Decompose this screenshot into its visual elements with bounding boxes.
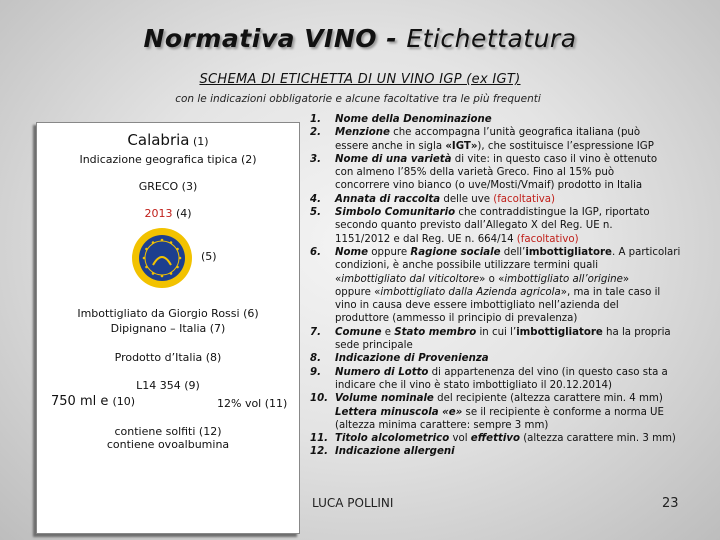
item-text: Stato membro — [394, 326, 477, 338]
item-text: se il recipiente è conforme a norma UE — [462, 406, 664, 418]
vintage-num: (4) — [175, 207, 192, 220]
item-text: oppure — [368, 246, 411, 258]
label-region — [37, 131, 299, 149]
label-allergens-2: contiene ovoalbumina — [106, 438, 230, 451]
list-item — [310, 445, 706, 458]
label-volume — [51, 394, 135, 409]
item-text: vol — [449, 433, 471, 445]
label-variety: GRECO (3) — [138, 180, 198, 193]
item-text: delle uve — [440, 193, 494, 205]
volume-num: (10) — [112, 395, 136, 408]
list-item — [310, 126, 706, 153]
item-text: ), che sostituisce l’espressione IGP — [477, 140, 654, 152]
item-text: dell’ — [500, 246, 526, 258]
item-text: Numero di Lotto — [335, 366, 429, 378]
vintage-year: 2013 — [144, 207, 173, 220]
item-text: imbottigliato dalla Azienda agricola — [380, 286, 561, 298]
item-number: 6. — [310, 246, 321, 258]
item-text: . A particolari — [611, 246, 681, 258]
label-allergens: contiene solfiti (12) — [114, 425, 222, 438]
title-rest: Etichettatura — [406, 24, 577, 53]
label-product: Prodotto d’Italia (8) — [114, 351, 222, 364]
item-text: Volume nominale — [335, 393, 434, 405]
item-text: Menzione — [335, 127, 390, 139]
item-text: » — [622, 273, 630, 285]
item-number: 11. — [310, 433, 329, 445]
item-text: Lettera minuscola «e» — [335, 406, 463, 418]
list-item — [310, 246, 706, 326]
list-item — [310, 153, 706, 193]
item-text: Ragione sociale — [410, 246, 501, 258]
item-text: imbottigliatore — [525, 246, 612, 258]
item-text: imbottigliato dal viticoltore — [341, 273, 480, 285]
item-number: 5. — [310, 207, 321, 219]
footer-author: LUCA POLLINI — [312, 496, 394, 510]
list-item — [310, 193, 706, 206]
wine-label — [36, 122, 300, 534]
item-text: 1151/2012 e dal Reg. UE n. 664/14 — [335, 233, 517, 245]
item-text: Indicazione di Provenienza — [335, 353, 489, 365]
item-text: concorrere vino bianco (o uve/Mosti/Vmaif) prodotto in Italia — [335, 180, 643, 192]
item-text: Nome della Denominazione — [335, 114, 492, 125]
legend-list — [310, 113, 706, 459]
title-main: Normativa VINO — [143, 24, 378, 53]
item-text: « — [335, 273, 342, 285]
item-text: indicare che il vino è stato imbottigliato il 20.12.2014) — [335, 379, 612, 391]
item-text: Nome — [335, 246, 369, 258]
region-name: Calabria — [127, 131, 190, 149]
item-text: Indicazione allergeni — [335, 446, 455, 458]
label-alcohol: 12% vol (11) — [217, 397, 288, 410]
item-text: e — [381, 326, 395, 338]
item-text: » o « — [479, 273, 505, 285]
label-vintage — [37, 207, 299, 220]
slide-subtitle: SCHEMA DI ETICHETTA DI UN VINO IGP (ex IGT) — [199, 72, 521, 87]
item-text: (facoltativo) — [516, 233, 579, 245]
item-text: Titolo alcolometrico — [335, 433, 450, 445]
item-text: ha la propria — [602, 326, 671, 338]
item-text: », ma in tale caso il — [560, 286, 661, 298]
item-number: 12. — [310, 446, 329, 458]
list-item — [310, 352, 706, 365]
list-item — [310, 326, 706, 353]
item-text: vino in causa deve essere imbottigliato nell’azienda del — [335, 300, 619, 312]
item-text: imbottigliato all’origine — [504, 273, 623, 285]
label-igt: Indicazione geografica tipica (2) — [79, 153, 257, 166]
item-number: 10. — [310, 393, 329, 405]
volume-text: 750 ml e — [51, 394, 109, 409]
list-item — [310, 392, 706, 432]
item-text: (altezza carattere min. 3 mm) — [519, 433, 676, 445]
list-item — [310, 206, 706, 246]
list-item — [310, 366, 706, 393]
item-text: con almeno l’85% della varietà Greco. Fino al 15% può — [335, 167, 615, 179]
slide-caption: con le indicazioni obbligatorie e alcune facoltative tra le più frequenti — [175, 93, 541, 105]
item-number: 1. — [310, 114, 321, 125]
logo-num: (5) — [201, 250, 217, 263]
item-number: 9. — [310, 366, 321, 378]
item-text: essere anche in sigla — [335, 140, 446, 152]
item-text: (facoltativa) — [493, 193, 556, 205]
page-number: 23 — [662, 496, 679, 511]
item-text: secondo quanto previsto dall’Allegato X del Reg. UE n. — [335, 220, 613, 232]
list-item — [310, 113, 706, 126]
item-number: 3. — [310, 153, 321, 165]
list-item — [310, 432, 706, 445]
item-number: 4. — [310, 193, 321, 205]
item-text: effettivo — [470, 433, 520, 445]
eu-igp-logo-icon — [131, 227, 193, 289]
item-text: del recipiente (altezza carattere min. 4 mm) — [433, 393, 663, 405]
item-text: «IGT» — [445, 140, 478, 152]
label-bottler: Imbottigliato da Giorgio Rossi (6) — [77, 307, 259, 320]
label-lot: L14 354 (9) — [136, 379, 200, 392]
item-text: condizioni, è anche possibile utilizzare termini quali — [335, 260, 599, 272]
item-text: Comune — [335, 326, 382, 338]
item-text: che contraddistingue la IGP, riportato — [455, 207, 650, 219]
item-number: 7. — [310, 326, 321, 338]
label-bottler-place: Dipignano – Italia (7) — [110, 322, 226, 335]
item-text: oppure « — [335, 286, 381, 298]
region-num: (1) — [192, 135, 209, 148]
title-dash: - — [386, 24, 398, 53]
item-text: produttore (ammesso il principio di prevalenza) — [335, 313, 578, 325]
item-number: 8. — [310, 353, 321, 365]
item-text: imbottigliatore — [516, 326, 603, 338]
item-text: di vite: in questo caso il vino è ottenuto — [451, 153, 658, 165]
item-text: Nome di una varietà — [335, 153, 452, 165]
item-text: sede principale — [335, 340, 413, 352]
item-number: 2. — [310, 127, 321, 139]
item-text: in cui l’ — [476, 326, 517, 338]
item-text: (altezza minima carattere: sempre 3 mm) — [335, 419, 549, 431]
item-text: che accompagna l’unità geografica italiana (può — [389, 127, 641, 139]
item-text: Annata di raccolta — [335, 193, 441, 205]
slide-title — [0, 24, 720, 53]
item-text: di appartenenza del vino (in questo caso sta a — [428, 366, 668, 378]
item-text: Simbolo Comunitario — [335, 207, 456, 219]
